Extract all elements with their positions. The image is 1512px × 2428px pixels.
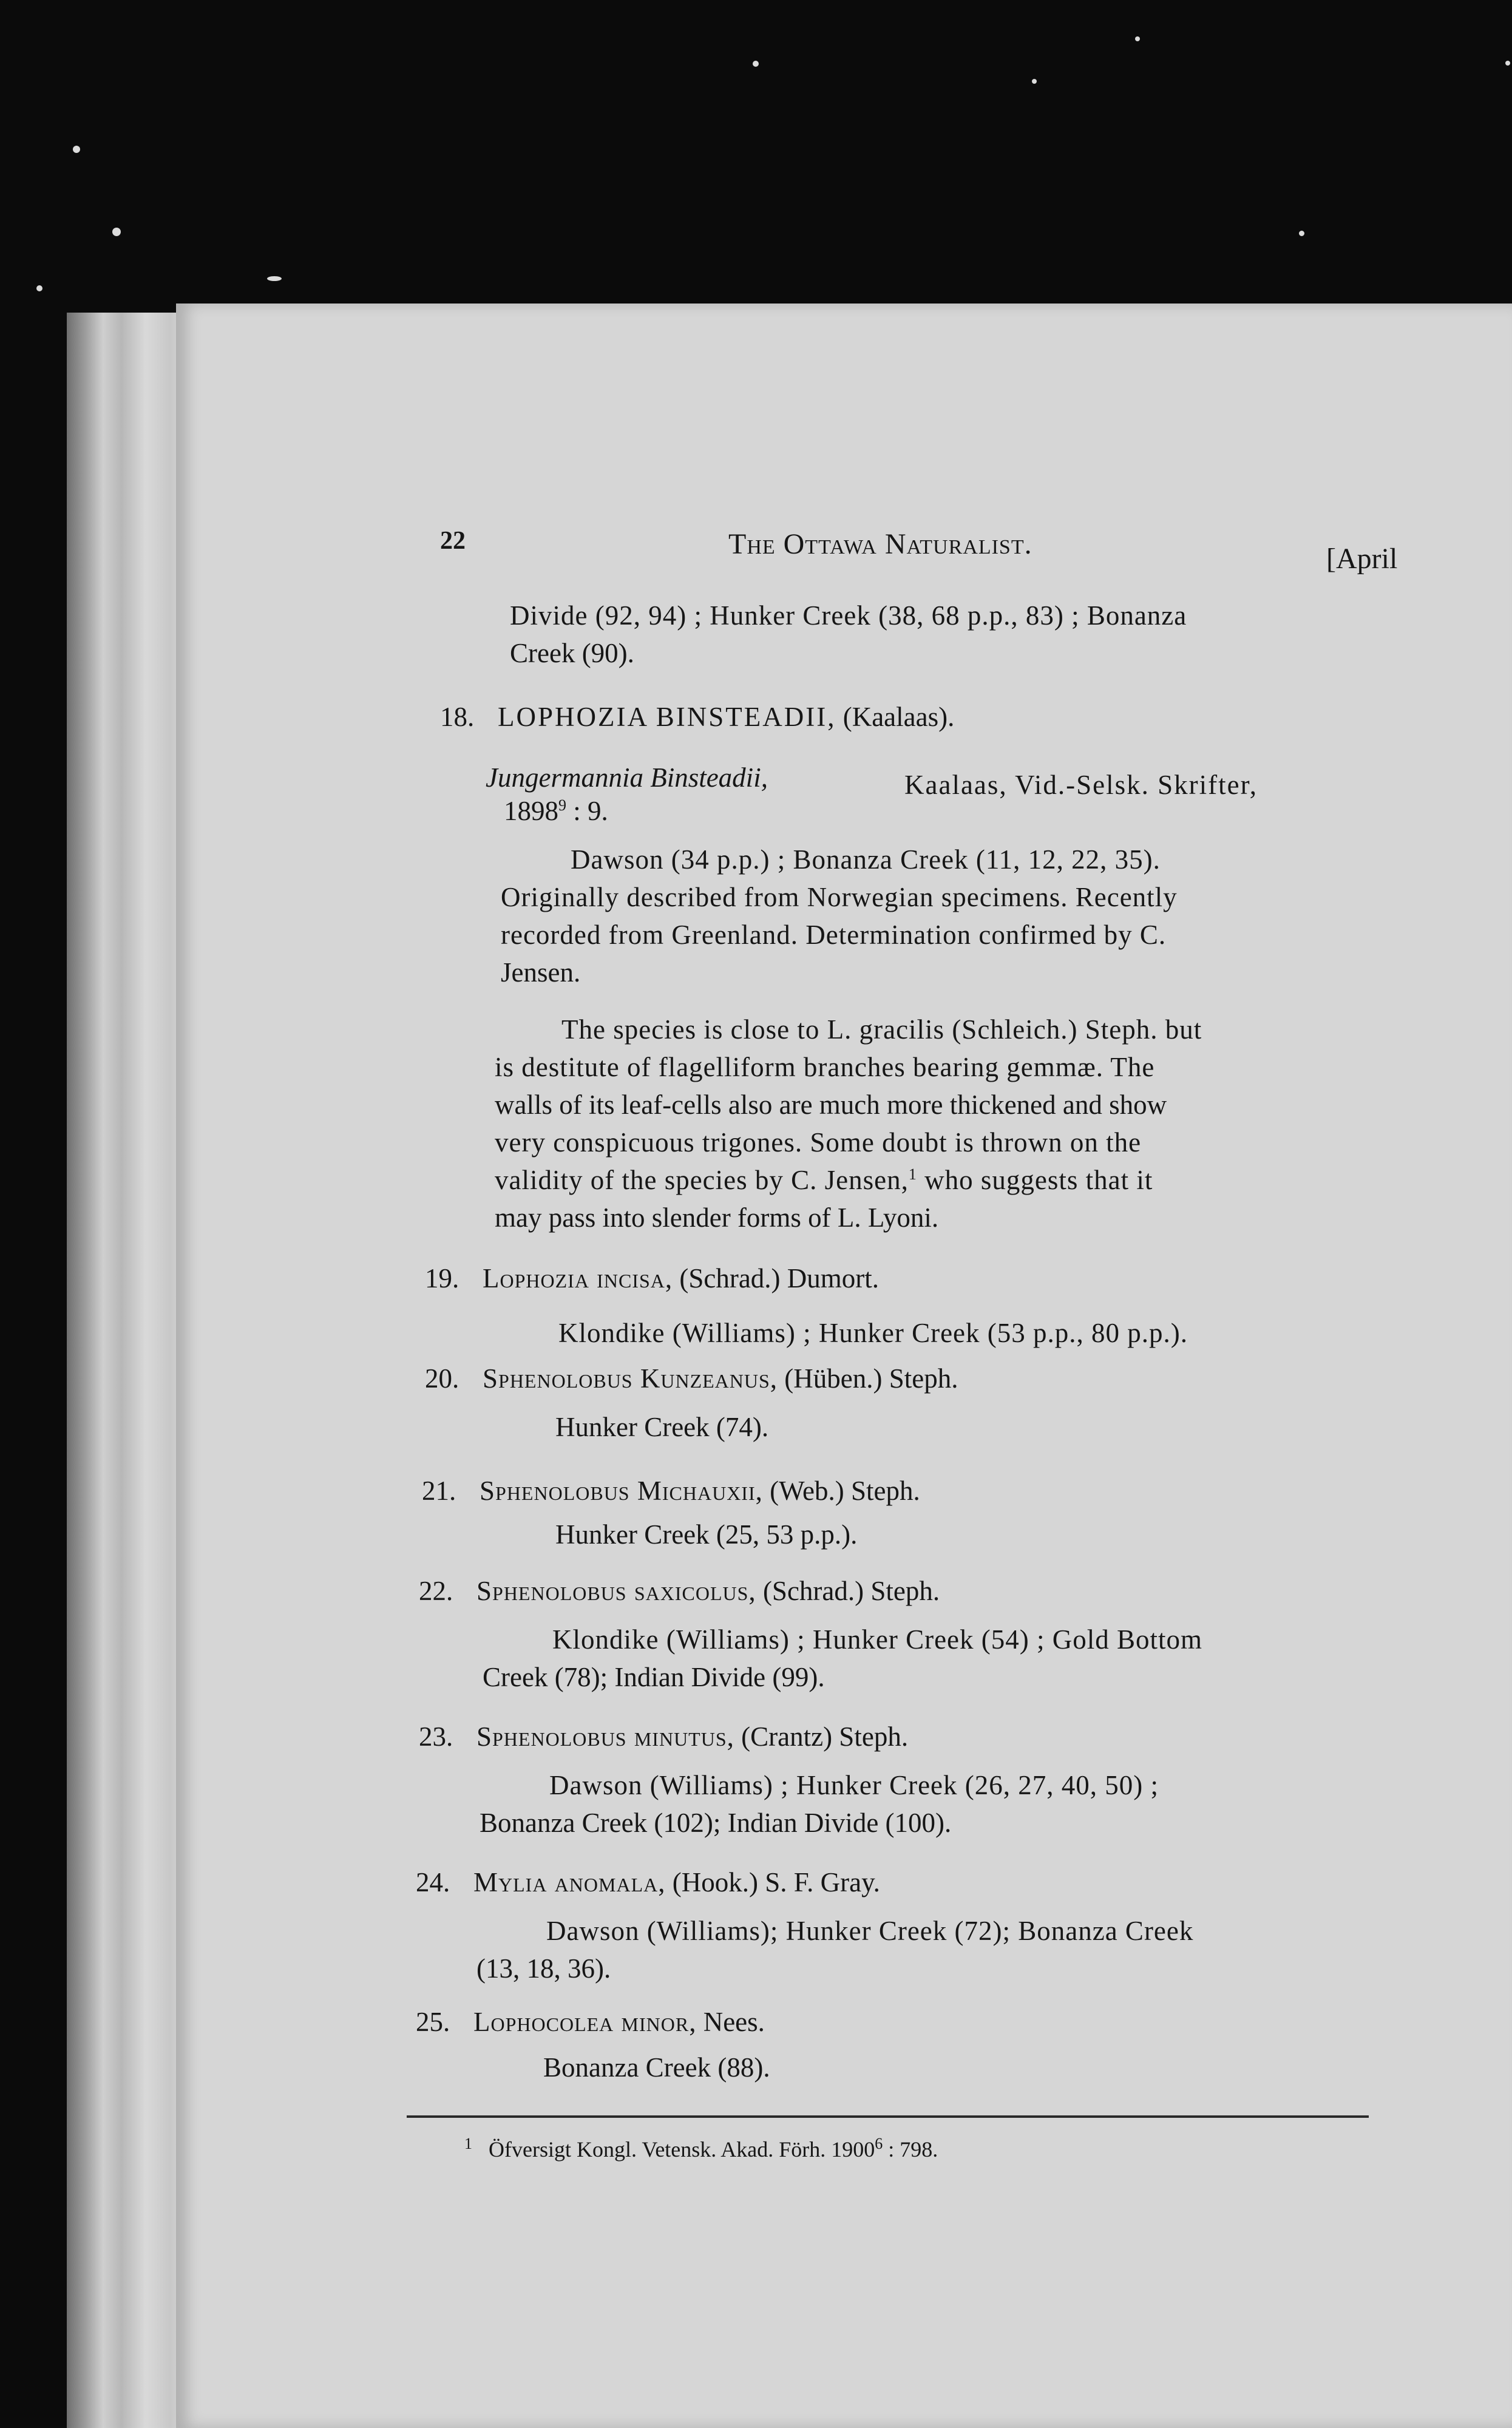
entry-22-localities-2: Creek (78); Indian Divide (99). — [483, 1662, 825, 1692]
entry-23-localities-1: Dawson (Williams) ; Hunker Creek (26, 27, 40, 50) ; — [549, 1770, 1159, 1800]
synonym-page: : 9. — [573, 796, 608, 826]
issue-month: [April — [1326, 543, 1398, 575]
entry-20-localities: Hunker Creek (74). — [555, 1412, 769, 1442]
entry-number: 20. — [425, 1363, 459, 1394]
para-2-line-5-tail: who suggests that it — [924, 1165, 1153, 1195]
continuation-line-1: Divide (92, 94) ; Hunker Creek (38, 68 p.p., 83) ; Bonanza — [510, 600, 1187, 631]
entry-24-localities-2: (13, 18, 36). — [476, 1953, 611, 1984]
species-authority: (Web.) Steph. — [770, 1476, 920, 1506]
footnote-tail: : 798. — [888, 2137, 938, 2162]
species-name: Sphenolobus Michauxii, — [480, 1476, 763, 1506]
species-authority: (Hook.) S. F. Gray. — [672, 1867, 880, 1897]
species-authority: (Schrad.) Dumort. — [679, 1263, 880, 1294]
entry-22-heading — [419, 1572, 940, 1610]
synonym-citation: Kaalaas, Vid.-Selsk. Skrifter, — [904, 770, 1258, 800]
para-1-line-1: Dawson (34 p.p.) ; Bonanza Creek (11, 12, 22, 35). — [571, 844, 1161, 875]
entry-24-heading — [416, 1863, 880, 1901]
species-name: Sphenolobus minutus, — [476, 1721, 734, 1752]
para-1-line-3: recorded from Greenland. Determination confirmed by C. — [501, 920, 1167, 950]
synonym-year-line — [504, 792, 608, 830]
entry-number: 18. — [440, 702, 475, 732]
footnote — [464, 2131, 938, 2168]
synonym-year-sup: 9 — [558, 796, 566, 814]
entry-18-heading — [440, 698, 954, 736]
entry-25-localities: Bonanza Creek (88). — [543, 2052, 770, 2083]
footnote-reference: 1 — [908, 1165, 917, 1183]
entry-23-localities-2: Bonanza Creek (102); Indian Divide (100). — [480, 1808, 952, 1838]
page-number: 22 — [440, 527, 466, 555]
running-title: The Ottawa Naturalist. — [728, 528, 1032, 560]
para-1-line-4: Jensen. — [501, 957, 581, 988]
entry-19-localities: Klondike (Williams) ; Hunker Creek (53 p.p., 80 p.p.). — [558, 1318, 1188, 1348]
page-edge-stack — [67, 313, 188, 2428]
footnote-text: Öfversigt Kongl. Vetensk. Akad. Förh. 1900 — [489, 2137, 875, 2162]
species-authority: (Kaalaas). — [842, 702, 955, 732]
species-name: LOPHOZIA BINSTEADII, — [498, 702, 836, 732]
footnote-mark: 1 — [464, 2135, 472, 2152]
para-2-line-3: walls of its leaf-cells also are much more thickened and show — [495, 1090, 1167, 1120]
entry-20-heading — [425, 1360, 958, 1397]
entry-24-localities-1: Dawson (Williams); Hunker Creek (72); Bonanza Creek — [546, 1916, 1194, 1946]
species-authority: (Crantz) Steph. — [741, 1721, 909, 1752]
species-name: Sphenolobus saxicolus, — [476, 1576, 756, 1606]
continuation-line-2: Creek (90). — [510, 638, 634, 668]
para-2-line-4: very conspicuous trigones. Some doubt is thrown on the — [495, 1127, 1142, 1158]
species-name: Sphenolobus Kunzeanus, — [483, 1363, 778, 1394]
footnote-rule — [407, 2115, 1369, 2118]
species-name: Mylia anomala, — [473, 1867, 666, 1897]
entry-19-heading — [425, 1260, 879, 1297]
species-name: Lophocolea minor, — [473, 2007, 697, 2037]
entry-number: 25. — [416, 2007, 450, 2037]
entry-21-heading — [422, 1472, 920, 1510]
species-authority: (Hüben.) Steph. — [784, 1363, 958, 1394]
entry-25-heading — [416, 2003, 765, 2041]
entry-number: 19. — [425, 1263, 459, 1294]
synonym-name: Jungermannia Binsteadii, — [486, 762, 768, 793]
entry-number: 24. — [416, 1867, 450, 1897]
entry-23-heading — [419, 1718, 908, 1755]
para-2-line-5 — [495, 1161, 1153, 1199]
para-2-line-1: The species is close to L. gracilis (Schleich.) Steph. but — [561, 1014, 1202, 1045]
entry-number: 23. — [419, 1721, 453, 1752]
entry-22-localities-1: Klondike (Williams) ; Hunker Creek (54) ; Gold Bottom — [552, 1624, 1203, 1655]
species-name: Lophozia incisa, — [483, 1263, 673, 1294]
synonym-year: 1898 — [504, 796, 558, 826]
entry-number: 21. — [422, 1476, 456, 1506]
footnote-sup: 6 — [875, 2135, 883, 2152]
para-2-line-6: may pass into slender forms of L. Lyoni. — [495, 1202, 939, 1233]
para-2-line-5-text: validity of the species by C. Jensen, — [495, 1165, 909, 1195]
entry-number: 22. — [419, 1576, 453, 1606]
para-2-line-2: is destitute of flagelliform branches bearing gemmæ. The — [495, 1052, 1155, 1082]
species-authority: (Schrad.) Steph. — [762, 1576, 940, 1606]
para-1-line-2: Originally described from Norwegian specimens. Recently — [501, 882, 1178, 912]
entry-21-localities: Hunker Creek (25, 53 p.p.). — [555, 1519, 858, 1550]
species-authority: Nees. — [703, 2007, 765, 2037]
